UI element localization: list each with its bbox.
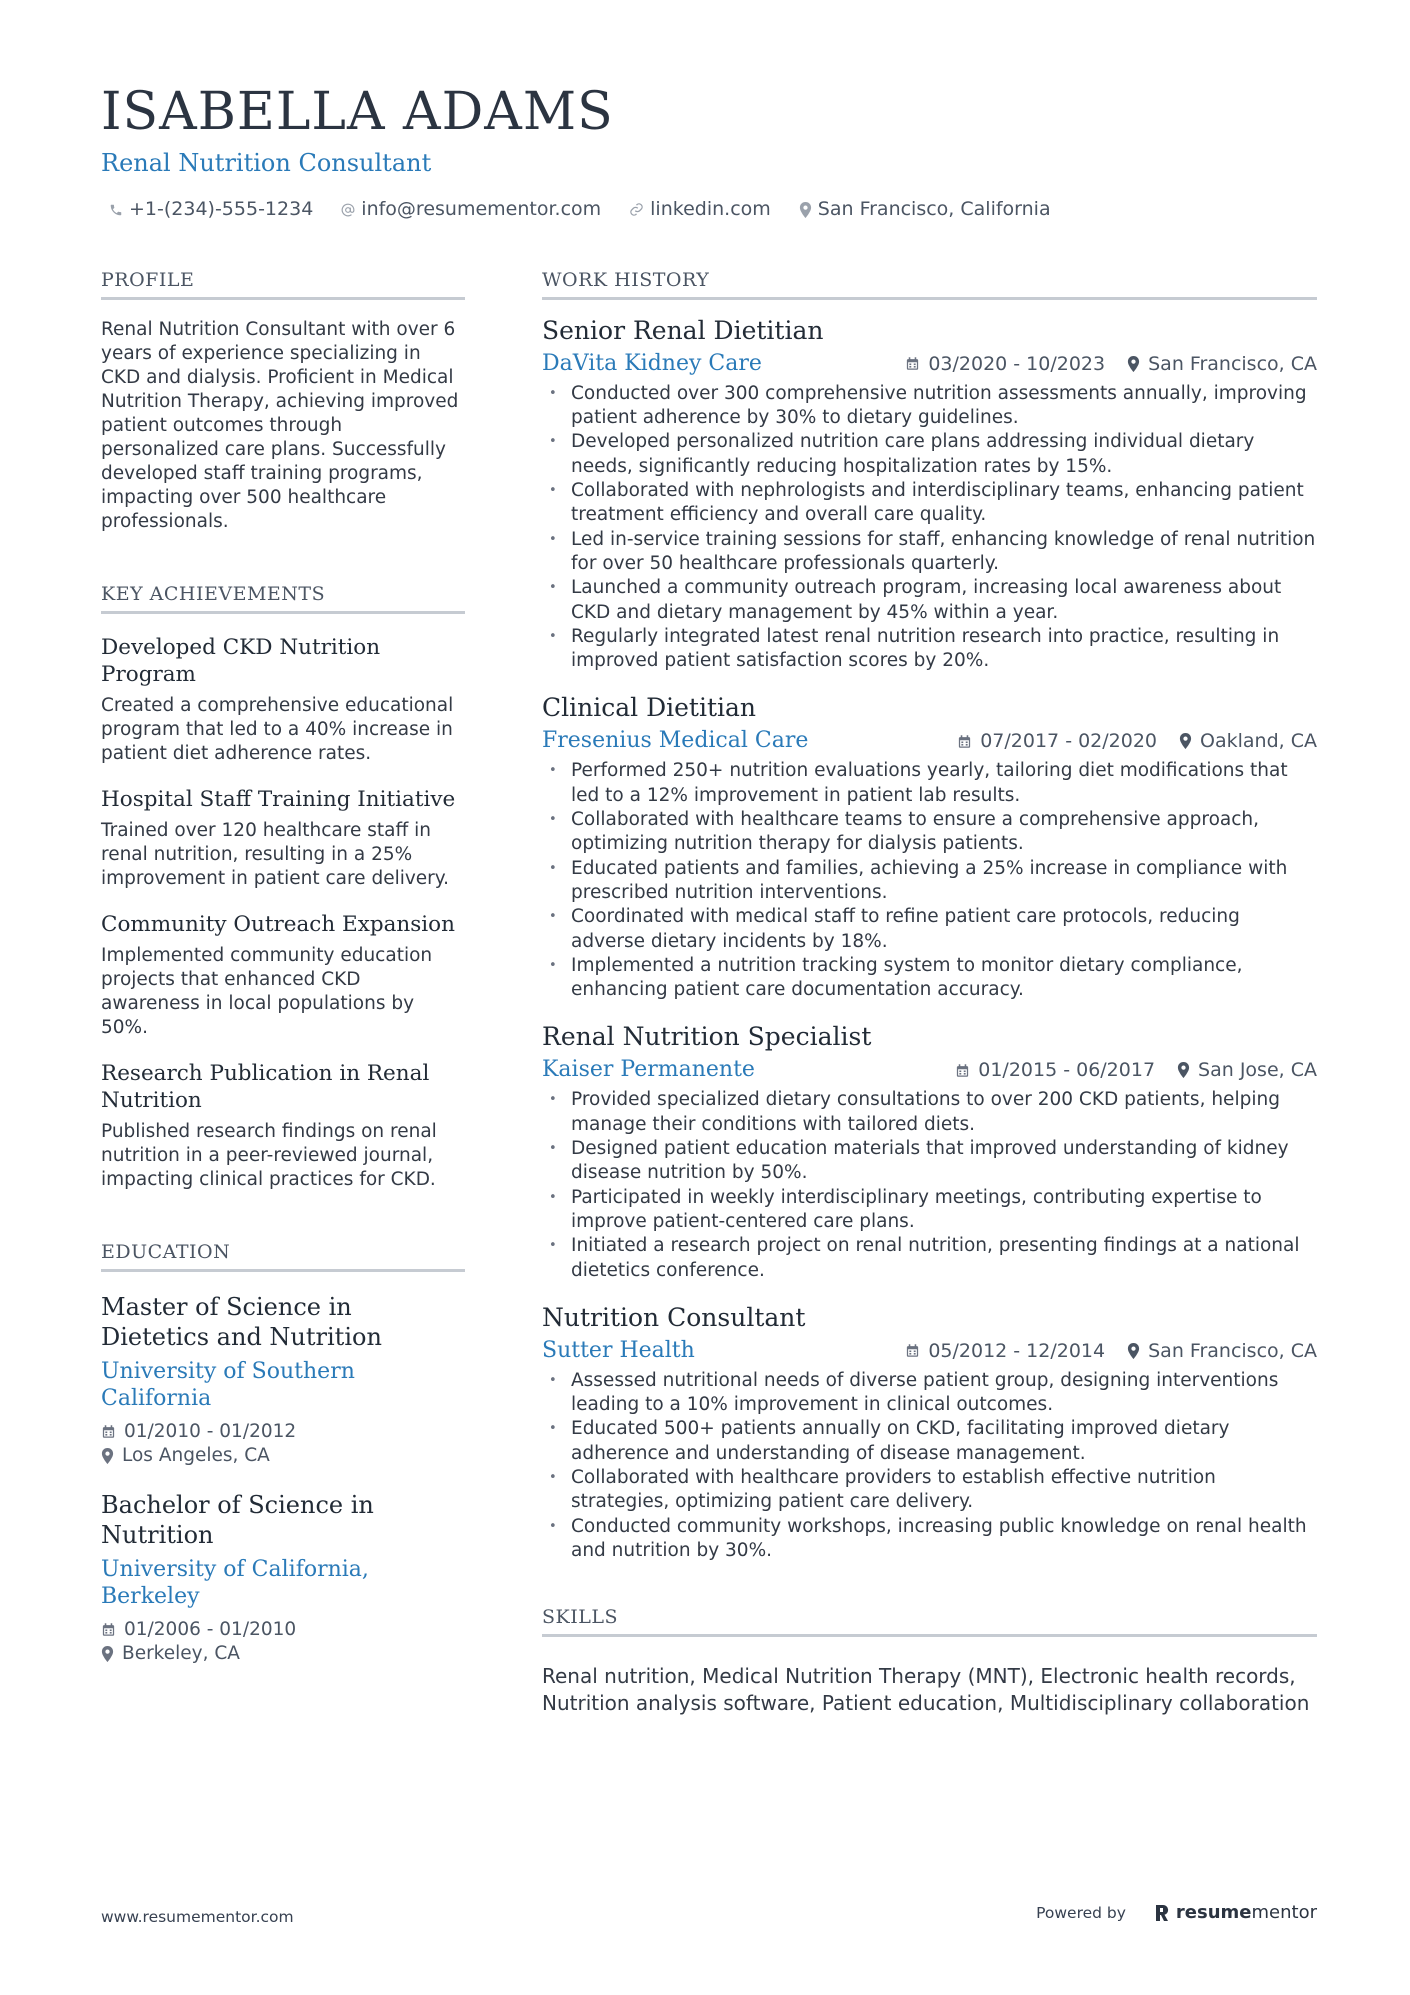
location-pin-icon (101, 1448, 114, 1464)
achievement-desc: Implemented community education projects that enhanced CKD awareness in local populations by 50%. (101, 944, 433, 1038)
job-title: Clinical Dietitian (542, 693, 756, 723)
linkedin-text: linkedin.com (650, 198, 771, 220)
edu-location-row (101, 1642, 465, 1666)
job-bullet: • Performed 250+ nutrition evaluations yearly, tailoring diet modifications that led to a 12% improvement in patient lab results. (542, 759, 1317, 808)
job-bullet: • Provided specialized dietary consultations to over 200 CKD patients, helping manage their conditions with tailored diets. (542, 1088, 1317, 1137)
calendar-icon (905, 1343, 920, 1358)
job-bullet: • Coordinated with medical staff to refine patient care protocols, reducing adverse dietary incidents by 18%. (542, 905, 1317, 954)
job-info-row (542, 1056, 1317, 1084)
job-dates: 05/2012 - 12/2014 (928, 1339, 1106, 1362)
education-item (101, 1292, 465, 1468)
edu-degree: Bachelor of Science in Nutrition (101, 1490, 374, 1549)
resumementor-logo-icon (1154, 1903, 1170, 1923)
job-meta (955, 1059, 1317, 1081)
job-bullet: • Designed patient education materials that improved understanding of kidney disease nutrition by 50%. (542, 1137, 1317, 1186)
job-bullet: • Educated patients and families, achieving a 25% increase in compliance with prescribed nutrition interventions. (542, 857, 1317, 906)
right-column (542, 270, 1317, 1717)
achievement-desc: Published research findings on renal nutrition in a peer-reviewed journal, impacting clinical practices for CKD. (101, 1120, 437, 1190)
calendar-icon (905, 356, 920, 371)
candidate-name: ISABELLA ADAMS (101, 82, 614, 142)
job-location-item (1127, 1340, 1317, 1362)
education-item (101, 1490, 465, 1666)
edu-dates: 01/2010 - 01/2012 (124, 1420, 297, 1442)
job-bullet: • Collaborated with healthcare teams to ensure a comprehensive approach, optimizing nutrition therapy for dialysis patients. (542, 808, 1317, 857)
email-text: info@resumementor.com (361, 198, 602, 220)
job-meta (905, 353, 1317, 375)
job-bullet: • Implemented a nutrition tracking system to monitor dietary compliance, enhancing patient care documentation accuracy. (542, 954, 1317, 1003)
at-sign-icon (341, 203, 355, 217)
job-bullets (542, 1369, 1317, 1563)
job-dates: 03/2020 - 10/2023 (928, 352, 1106, 375)
job-location: San Francisco, CA (1148, 1339, 1317, 1362)
contact-linkedin[interactable] (629, 200, 771, 219)
job-entry (542, 316, 1317, 674)
job-title: Nutrition Consultant (542, 1302, 806, 1332)
job-bullet: • Collaborated with healthcare providers to establish effective nutrition strategies, optimizing patient care delivery. (542, 1466, 1317, 1515)
job-location-item (1177, 1059, 1317, 1081)
contact-bar (109, 200, 1051, 219)
job-dates-item (905, 1340, 1105, 1362)
job-info-row (542, 1337, 1317, 1365)
job-bullets (542, 382, 1317, 674)
edu-degree: Master of Science in Dietetics and Nutrition (101, 1292, 382, 1351)
contact-phone (109, 200, 313, 219)
brand-rest: mentor (1251, 1902, 1317, 1923)
job-entry (542, 1303, 1317, 1563)
achievement-item (101, 786, 465, 891)
location-pin-icon (1177, 1062, 1190, 1078)
location-text: San Francisco, California (817, 198, 1051, 220)
job-entry (542, 1022, 1317, 1282)
skills-text: Renal nutrition, Medical Nutrition Therapy (MNT), Electronic health records, Nutrition analysis software, Patient education, Multidisciplinary collaboration (542, 1664, 1310, 1716)
job-entry (542, 693, 1317, 1002)
job-info-row (542, 727, 1317, 755)
job-title: Senior Renal Dietitian (542, 315, 824, 345)
achievement-title: Community Outreach Expansion (101, 911, 455, 937)
calendar-icon (101, 1622, 116, 1637)
footer-branding (1036, 1902, 1317, 1923)
edu-location: Los Angeles, CA (122, 1444, 270, 1466)
profile-text: Renal Nutrition Consultant with over 6 years of experience specializing in CKD and dialysis. Proficient in Medical Nutrition Therapy, achieving improved patient outcomes through personalized care plans. Successfully developed staff training programs, impacting over 500 healthcare professionals. (101, 318, 459, 532)
achievement-item (101, 634, 465, 766)
candidate-title: Renal Nutrition Consultant (101, 149, 432, 177)
job-title: Renal Nutrition Specialist (542, 1022, 872, 1052)
job-dates: 01/2015 - 06/2017 (978, 1059, 1156, 1082)
edu-location-row (101, 1444, 465, 1468)
job-company: Fresenius Medical Care (542, 728, 809, 754)
edu-school: University of California, Berkeley (101, 1556, 369, 1609)
job-bullet: • Participated in weekly interdisciplinary meetings, contributing expertise to improve patient-centered care plans. (542, 1186, 1317, 1235)
achievement-title: Hospital Staff Training Initiative (101, 786, 456, 812)
job-location-item (1179, 730, 1317, 752)
edu-dates: 01/2006 - 01/2010 (124, 1618, 297, 1640)
job-location: San Jose, CA (1198, 1059, 1317, 1082)
work-heading: WORK HISTORY (542, 270, 1317, 300)
brand-bold: resume (1175, 1902, 1252, 1923)
achievement-item (101, 911, 465, 1040)
edu-dates-row (101, 1420, 465, 1444)
job-meta (957, 730, 1317, 752)
job-location: San Francisco, CA (1148, 352, 1317, 375)
edu-school: University of Southern California (101, 1358, 355, 1411)
powered-by-text: Powered by (1036, 1903, 1126, 1922)
job-dates-item (955, 1059, 1155, 1081)
job-company: Sutter Health (542, 1337, 695, 1363)
footer-website[interactable]: www.resumementor.com (101, 1908, 294, 1926)
phone-text: +1-(234)-555-1234 (129, 198, 314, 220)
achievements-heading: KEY ACHIEVEMENTS (101, 584, 465, 614)
contact-location (799, 200, 1051, 219)
job-bullet: • Assessed nutritional needs of diverse patient group, designing interventions leading to a 10% improvement in clinical outcomes. (542, 1369, 1317, 1418)
job-dates-item (905, 353, 1105, 375)
profile-heading: PROFILE (101, 270, 465, 300)
achievement-title: Research Publication in Renal Nutrition (101, 1060, 430, 1113)
calendar-icon (101, 1424, 116, 1439)
job-location-item (1127, 353, 1317, 375)
job-bullet: • Initiated a research project on renal nutrition, presenting findings at a national dietetics conference. (542, 1234, 1317, 1283)
location-pin-icon (1127, 356, 1140, 372)
calendar-icon (957, 734, 972, 749)
skills-heading: SKILLS (542, 1607, 1317, 1637)
location-pin-icon (101, 1646, 114, 1662)
job-dates: 07/2017 - 02/2020 (980, 730, 1158, 753)
achievement-desc: Trained over 120 healthcare staff in renal nutrition, resulting in a 25% improvement in patient care delivery. (101, 819, 449, 889)
location-pin-icon (1127, 1343, 1140, 1359)
calendar-icon (955, 1063, 970, 1078)
job-location: Oakland, CA (1200, 730, 1317, 753)
job-bullets (542, 1088, 1317, 1282)
job-meta (905, 1340, 1317, 1362)
job-company: Kaiser Permanente (542, 1057, 755, 1083)
job-bullet: • Conducted over 300 comprehensive nutrition assessments annually, improving patient adherence by 30% to dietary guidelines. (542, 382, 1317, 431)
job-bullet: • Regularly integrated latest renal nutrition research into practice, resulting in improved patient satisfaction scores by 20%. (542, 625, 1317, 674)
job-bullet: • Launched a community outreach program, increasing local awareness about CKD and dietary management by 45% within a year. (542, 576, 1317, 625)
location-pin-icon (1179, 733, 1192, 749)
edu-location: Berkeley, CA (122, 1642, 240, 1664)
job-bullets (542, 759, 1317, 1002)
job-info-row (542, 350, 1317, 378)
achievement-title: Developed CKD Nutrition Program (101, 634, 381, 687)
education-heading: EDUCATION (101, 1242, 465, 1272)
achievement-item (101, 1060, 465, 1192)
phone-icon (109, 203, 123, 217)
job-bullet: • Led in-service training sessions for staff, enhancing knowledge of renal nutrition for over 50 healthcare professionals quarterly. (542, 528, 1317, 577)
brand-logo[interactable] (1154, 1902, 1317, 1923)
job-company: DaVita Kidney Care (542, 350, 762, 376)
edu-dates-row (101, 1618, 465, 1642)
job-dates-item (957, 730, 1157, 752)
job-bullet: • Collaborated with nephrologists and interdisciplinary teams, enhancing patient treatment efficiency and overall care quality. (542, 479, 1317, 528)
job-bullet: • Conducted community workshops, increasing public knowledge on renal health and nutrition by 30%. (542, 1515, 1317, 1564)
left-column (101, 270, 465, 1666)
job-bullet: • Educated 500+ patients annually on CKD, facilitating improved dietary adherence and understanding of disease management. (542, 1417, 1317, 1466)
contact-email[interactable] (341, 200, 601, 219)
achievement-desc: Created a comprehensive educational program that led to a 40% increase in patient diet adherence rates. (101, 694, 454, 764)
location-pin-icon (799, 202, 812, 218)
link-icon (629, 202, 644, 217)
job-bullet: • Developed personalized nutrition care plans addressing individual dietary needs, significantly reducing hospitalization rates by 15%. (542, 430, 1317, 479)
